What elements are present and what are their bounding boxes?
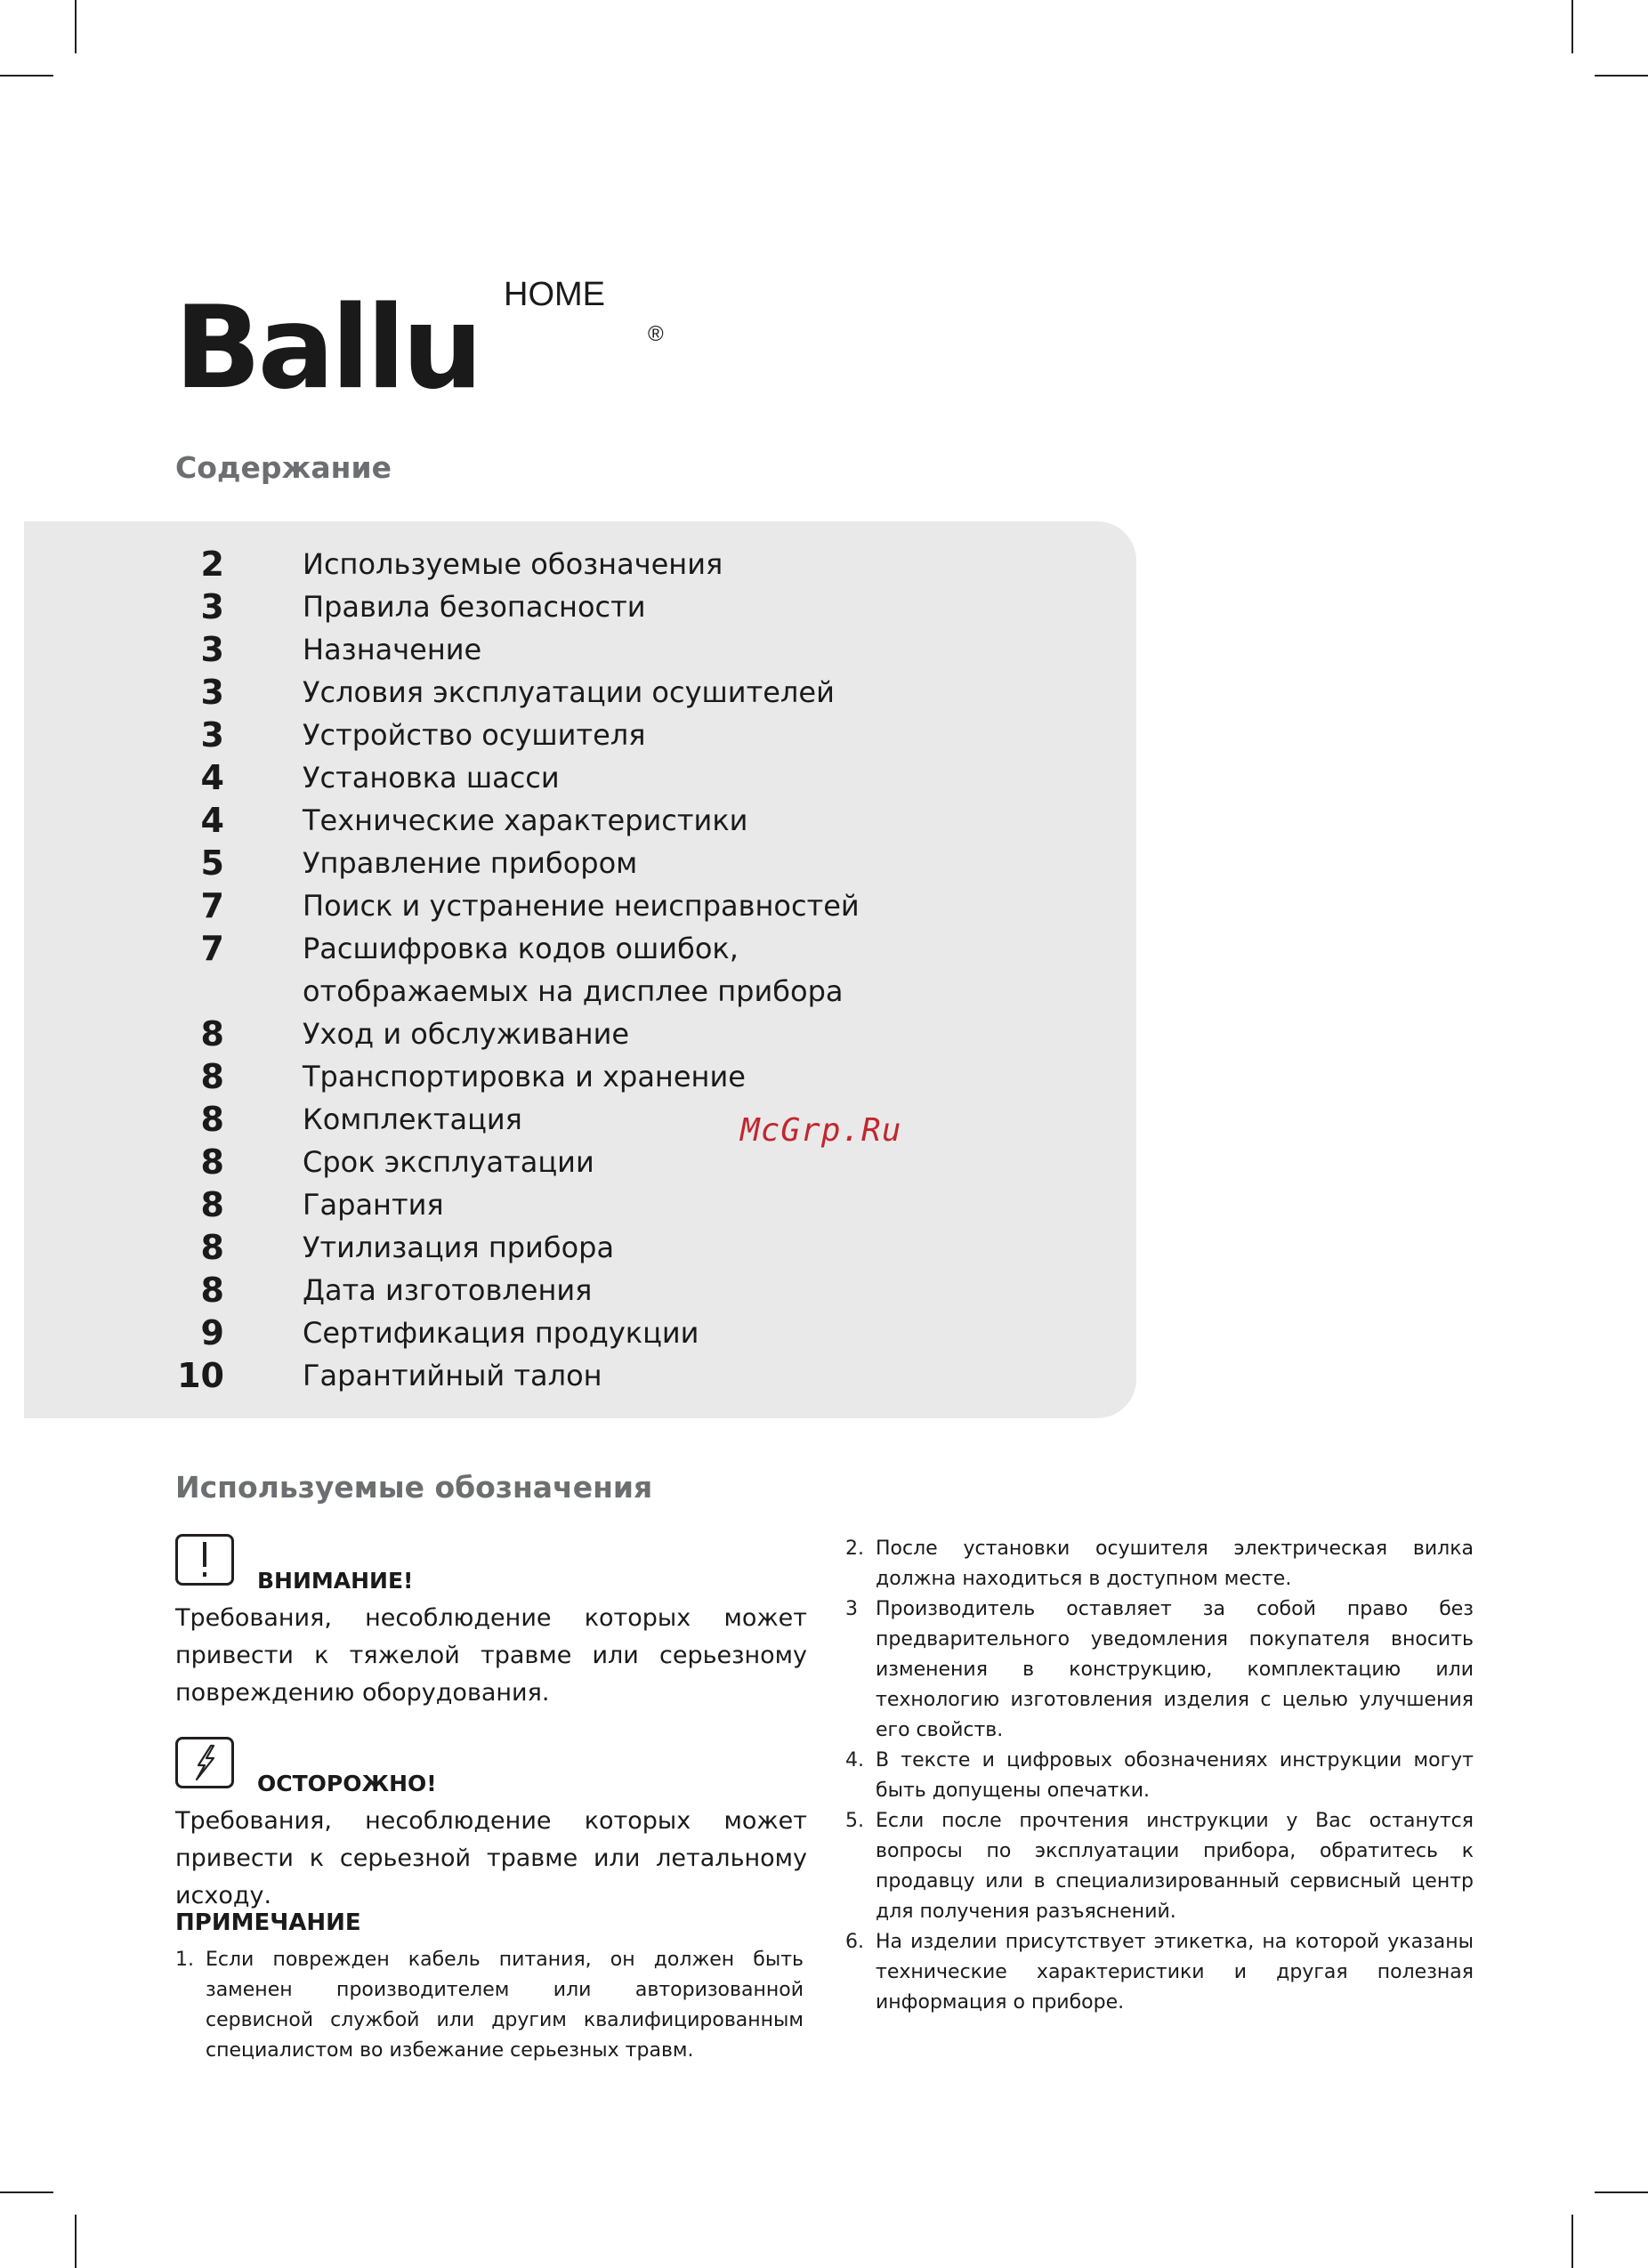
toc-item (24, 842, 1092, 884)
logo-subbrand: HOME (504, 276, 605, 313)
note-item (175, 1945, 804, 2066)
toc-item (24, 543, 1092, 585)
attention-text: Требования, несоблюдение которых может привести к тяжелой травме или серьезному повреждению оборудования. (175, 1604, 807, 1707)
toc-page-number: 3 (200, 715, 224, 755)
note-item (845, 1806, 1474, 1927)
attention-title: ВНИМАНИЕ! (257, 1568, 414, 1594)
toc-item (24, 927, 1092, 1013)
toc-entry-label: Используемые обозначения (303, 547, 723, 581)
toc-page-number: 8 (200, 1142, 224, 1182)
toc-page-number: 4 (200, 758, 224, 797)
toc-entry-label: Дата изготовления (303, 1273, 593, 1307)
toc-page-number: 3 (200, 587, 224, 626)
toc-page-number: 8 (200, 1014, 224, 1053)
note-item-text: На изделии присутствует этикетка, на которой указаны технические характеристики и другая полезная информация о приборе. (876, 1931, 1474, 2014)
crop-mark (1571, 2215, 1573, 2268)
toc-entry-label: Установка шасси (303, 761, 560, 795)
note-item-number: 6. (845, 1931, 864, 1953)
crop-mark (0, 2191, 53, 2193)
toc-entry-label: Поиск и устранение неисправностей (303, 889, 860, 923)
toc-entry-label: Расшифровка кодов ошибок, отображаемых на дисплее прибора (303, 932, 844, 1008)
note-item-number: 4. (845, 1749, 864, 1772)
toc-entry-label: Гарантийный талон (303, 1359, 602, 1392)
toc-entry-label: Комплектация (303, 1102, 522, 1136)
toc-item (24, 799, 1092, 842)
toc-item (24, 714, 1092, 756)
toc-page-number: 3 (200, 630, 224, 669)
toc-item (24, 671, 1092, 714)
toc-item (24, 884, 1092, 927)
toc-page-number: 7 (200, 929, 224, 968)
note-item-number: 2. (845, 1538, 864, 1560)
note-item-number: 5. (845, 1810, 864, 1832)
toc-item (24, 1269, 1092, 1312)
toc-page-number: 8 (200, 1185, 224, 1224)
note-item-text: Производитель оставляет за собой право без предварительного уведомления покупателя вносить изменения в конструкцию, комплектацию или технологию изготовления изделия с целью улучшения его свойств. (876, 1598, 1474, 1741)
note-item-number: 1. (175, 1949, 194, 1971)
toc-entry-label: Технические характеристики (303, 803, 748, 837)
crop-mark (1571, 0, 1573, 53)
toc-entry-label: Гарантия (303, 1188, 444, 1222)
toc-item (24, 1098, 1092, 1141)
note-item-number: 3 (845, 1598, 858, 1620)
toc-entry-label: Утилизация прибора (303, 1231, 615, 1264)
crop-mark (1595, 75, 1648, 77)
note-item-text: Если поврежден кабель питания, он должен быть заменен производителем или авторизованной сервисной службой или другим квалифицированным специалистом во избежание серьезных травм. (206, 1949, 804, 2062)
toc-item (24, 1013, 1092, 1055)
watermark: McGrp.Ru (740, 1112, 902, 1149)
symbols-section-title: Используемые обозначения (175, 1470, 653, 1505)
note-item (845, 1746, 1474, 1806)
toc-entry-label: Условия эксплуатации осушителей (303, 675, 835, 709)
toc-entry-label: Устройство осушителя (303, 718, 646, 752)
note-item-text: В тексте и цифровых обозначениях инструкции могут быть допущены опечатки. (876, 1749, 1474, 1802)
toc-title: Содержание (175, 450, 392, 485)
note-item-text: После установки осушителя электрическая вилка должна находиться в доступном месте. (876, 1538, 1474, 1590)
toc-page-number: 8 (200, 1228, 224, 1267)
crop-mark (0, 75, 53, 77)
toc-entry-label: Назначение (303, 633, 482, 666)
note-item-text: Если после прочтения инструкции у Вас останутся вопросы по эксплуатации прибора, обратитесь к продавцу или в специализированный сервисный центр для получения разъяснений. (876, 1810, 1474, 1923)
toc-entry-label: Сертификация продукции (303, 1316, 699, 1350)
toc-page-number: 5 (200, 843, 224, 883)
toc-page-number: 9 (200, 1313, 224, 1352)
crop-mark (1595, 2191, 1648, 2193)
toc-item (24, 1354, 1092, 1397)
caution-text: Требования, несоблюдение которых может привести к серьезной травме или летальному исходу. (175, 1807, 807, 1909)
crop-mark (75, 2215, 77, 2268)
toc-entry-label: Управление прибором (303, 846, 638, 880)
brand-logo (174, 267, 664, 415)
toc-entry-label: Правила безопасности (303, 590, 646, 624)
toc-page-number: 8 (200, 1100, 224, 1139)
toc-item (24, 1183, 1092, 1226)
toc-page-number: 8 (200, 1057, 224, 1096)
toc-item (24, 1055, 1092, 1098)
toc-list (24, 543, 1092, 1397)
toc-page-number: 2 (200, 545, 224, 584)
note-item (845, 1534, 1474, 1594)
note-item (845, 1927, 1474, 2018)
lightning-icon (175, 1737, 234, 1788)
toc-entry-label: Срок эксплуатации (303, 1145, 594, 1179)
note-item (845, 1594, 1474, 1746)
toc-item (24, 1226, 1092, 1269)
note-list-left (175, 1945, 804, 2066)
toc-item (24, 585, 1092, 628)
note-title: ПРИМЕЧАНИЕ (175, 1909, 361, 1936)
crop-mark (75, 0, 77, 53)
toc-page-number: 7 (200, 886, 224, 925)
logo-registered-mark: ® (648, 322, 664, 346)
logo-wordmark: Ballu (174, 282, 480, 415)
toc-item (24, 1312, 1092, 1354)
toc-page-number: 8 (200, 1271, 224, 1310)
toc-item (24, 756, 1092, 799)
toc-entry-label: Транспортировка и хранение (303, 1060, 746, 1094)
toc-page-number: 10 (177, 1356, 224, 1395)
toc-item (24, 628, 1092, 671)
caution-title: ОСТОРОЖНО! (257, 1771, 437, 1796)
toc-item (24, 1141, 1092, 1183)
toc-entry-label: Уход и обслуживание (303, 1017, 630, 1051)
toc-page-number: 4 (200, 801, 224, 840)
toc-page-number: 3 (200, 673, 224, 712)
exclamation-icon (175, 1534, 234, 1586)
note-list-right (845, 1534, 1474, 2018)
